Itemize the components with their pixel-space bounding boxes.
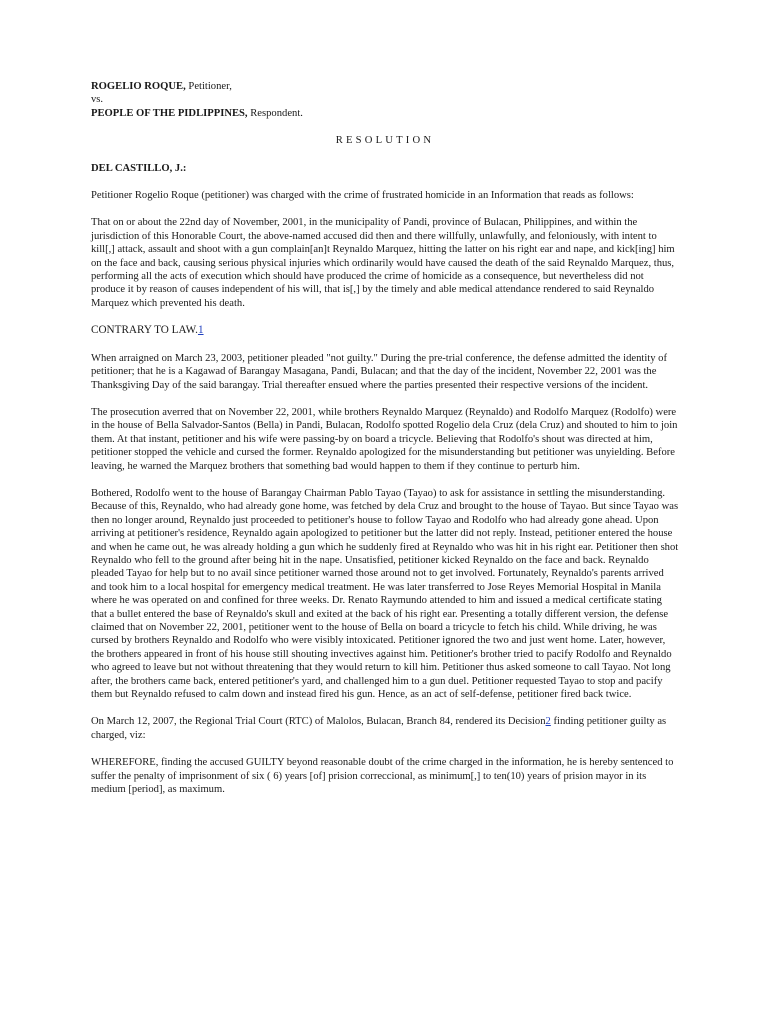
arraignment-paragraph: When arraigned on March 23, 2003, petitioner pleaded "not guilty." During the pre-trial conference, the defense admitted the identity of petitioner; that he is a Kagawad of Barangay Masagana, Pandi, Bulacan; and that the day of the incident, November 22, 2001 was the Thanksgiving Day of the said barangay. Trial thereafter ensued where the parties presented their respective versions of the incident. bbox=[91, 352, 667, 391]
petitioner-name: ROGELIO ROQUE, bbox=[91, 81, 186, 92]
footnote-link-1[interactable]: 1 bbox=[197, 324, 204, 337]
versus-label: vs. bbox=[91, 94, 104, 106]
resolution-heading: RESOLUTION bbox=[335, 135, 435, 147]
rtc-decision-text-end: finding petitioner guilty as charged, viz: bbox=[91, 716, 667, 741]
rtc-decision-text: On March 12, 2007, the Regional Trial Court (RTC) of Malolos, Bulacan, Branch 84, rendered its Decision bbox=[91, 716, 546, 728]
petitioner-line bbox=[91, 80, 679, 93]
facts-paragraph: Bothered, Rodolfo went to the house of Barangay Chairman Pablo Tayao (Tayao) to ask for assistance in settling the misunderstanding. Because of this, Reynaldo, who had already gone home, was fetched by dela Cruz and brought to the house of Tayao. But since Tayao was then no longer around, Reynaldo just proceeded to petitioner's house to follow Tayao and Rodolfo who had already gone ahead. Upon arriving at petitioner's residence, Reynaldo again apologized to petitioner but the latter did not reply. Instead, petitioner entered the house and when he came out, he was already holding a gun which he suddenly fired at Reynaldo who was hit in his right ear. Petitioner then shot Reynaldo who fell to the ground after being hit in the nape. Unsatisfied, petitioner kicked Reynaldo on the face and back. Reynaldo pleaded Tayao for help but to no avail since petitioner warned those around not to get involved. Fortunately, Reynaldo's parents arrived and took him to a local hospital for emergency medical treatment. He was later transferred to Jose Reyes Memorial Hospital in Manila where he was operated on and confined for three weeks. Dr. Renato Raymundo attended to him and issued a medical certificate stating that a bullet entered the base of Reynaldo's skull and exited at the back of his right ear. Presenting a totally different version, the defense claimed that on November 22, 2001, petitioner went to the house of Bella on board a tricycle to fetch his child. While driving, he was cursed by brothers Reynaldo and Rodolfo who were visibly intoxicated. Petitioner ignored the two and just went home. Later, however, the brothers appeared in front of his house still shouting invectives against him. Petitioner's brother tried to pacify Rodolfo and Reynaldo who agreed to leave but not without threatening that they would return to kill him. Petitioner thus asked someone to call Tayao. Not long after, the brothers came back, entered petitioner's yard, and challenged him to a gun duel. Petitioner requested Tayao to stop and pacify them but Reynaldo refused to calm down and instead fired his gun. Hence, as an act of self-defense, petitioner fired back twice. bbox=[91, 487, 679, 701]
contrary-to-law-text: CONTRARY TO LAW. bbox=[91, 324, 198, 337]
wherefore-quote: WHEREFORE, finding the accused GUILTY beyond reasonable doubt of the crime charged in the information, he is hereby sentenced to suffer the penalty of imprisonment of six ( 6) years [of] prision correccional, as minimum[,] to ten(10) years of prision mayor in its medium [period], as maximum. bbox=[91, 757, 674, 796]
prosecution-paragraph: The prosecution averred that on November 22, 2001, while brothers Reynaldo Marquez (Reynaldo) and Rodolfo Marquez (Rodolfo) were in the house of Bella Salvador-Santos (Bella) in Pandi, Bulacan, Rodolfo spotted Rogelio dela Cruz (dela Cruz) and shouted to him to join them. At that instant, petitioner and his wife were passing-by on board a tricycle. Believing that Rodolfo's shout was directed at him, petitioner stopped the vehicle and cursed the former. Reynaldo apologized for the misunderstanding but petitioner was unyielding. Before leaving, he warned the Marquez brothers that something bad would happen to them if they continue to perturb him. bbox=[91, 406, 678, 472]
petitioner-role: Petitioner, bbox=[185, 81, 232, 92]
information-quote: That on or about the 22nd day of November, 2001, in the municipality of Pandi, province of Bulacan, Philippines, and within the jurisdiction of this Honorable Court, the above-named accused did then and there willfully, unlawfully, and feloniously, with intent to kill[,] attack, assault and shoot with a gun complain[an]t Reynaldo Marquez, hitting the latter on his right ear and nape, and kick[ing] him on the face and back, causing serious physical injuries which ordinarily would have caused the death of the said Reynaldo Marquez, thus, performing all the acts of execution which should have produced the crime of homicide as a consequence, but nevertheless did not produce it by reason of causes independent of his will, that is[,] by the timely and able medical attendance rendered to said Reynaldo Marquez which prevented his death. bbox=[91, 217, 675, 309]
respondent-line bbox=[91, 107, 679, 120]
ponente: DEL CASTILLO, J.: bbox=[91, 162, 187, 174]
contrary-to-law-line bbox=[91, 324, 679, 337]
intro-paragraph: Petitioner Rogelio Roque (petitioner) was charged with the crime of frustrated homicide in an Information that reads as follows: bbox=[91, 190, 634, 202]
rtc-decision-paragraph bbox=[91, 715, 679, 742]
document-page bbox=[91, 80, 679, 796]
respondent-name: PEOPLE OF THE PIDLIPPINES, bbox=[91, 107, 248, 119]
footnote-link-2[interactable]: 2 bbox=[545, 716, 551, 728]
respondent-role: Respondent. bbox=[247, 107, 303, 119]
